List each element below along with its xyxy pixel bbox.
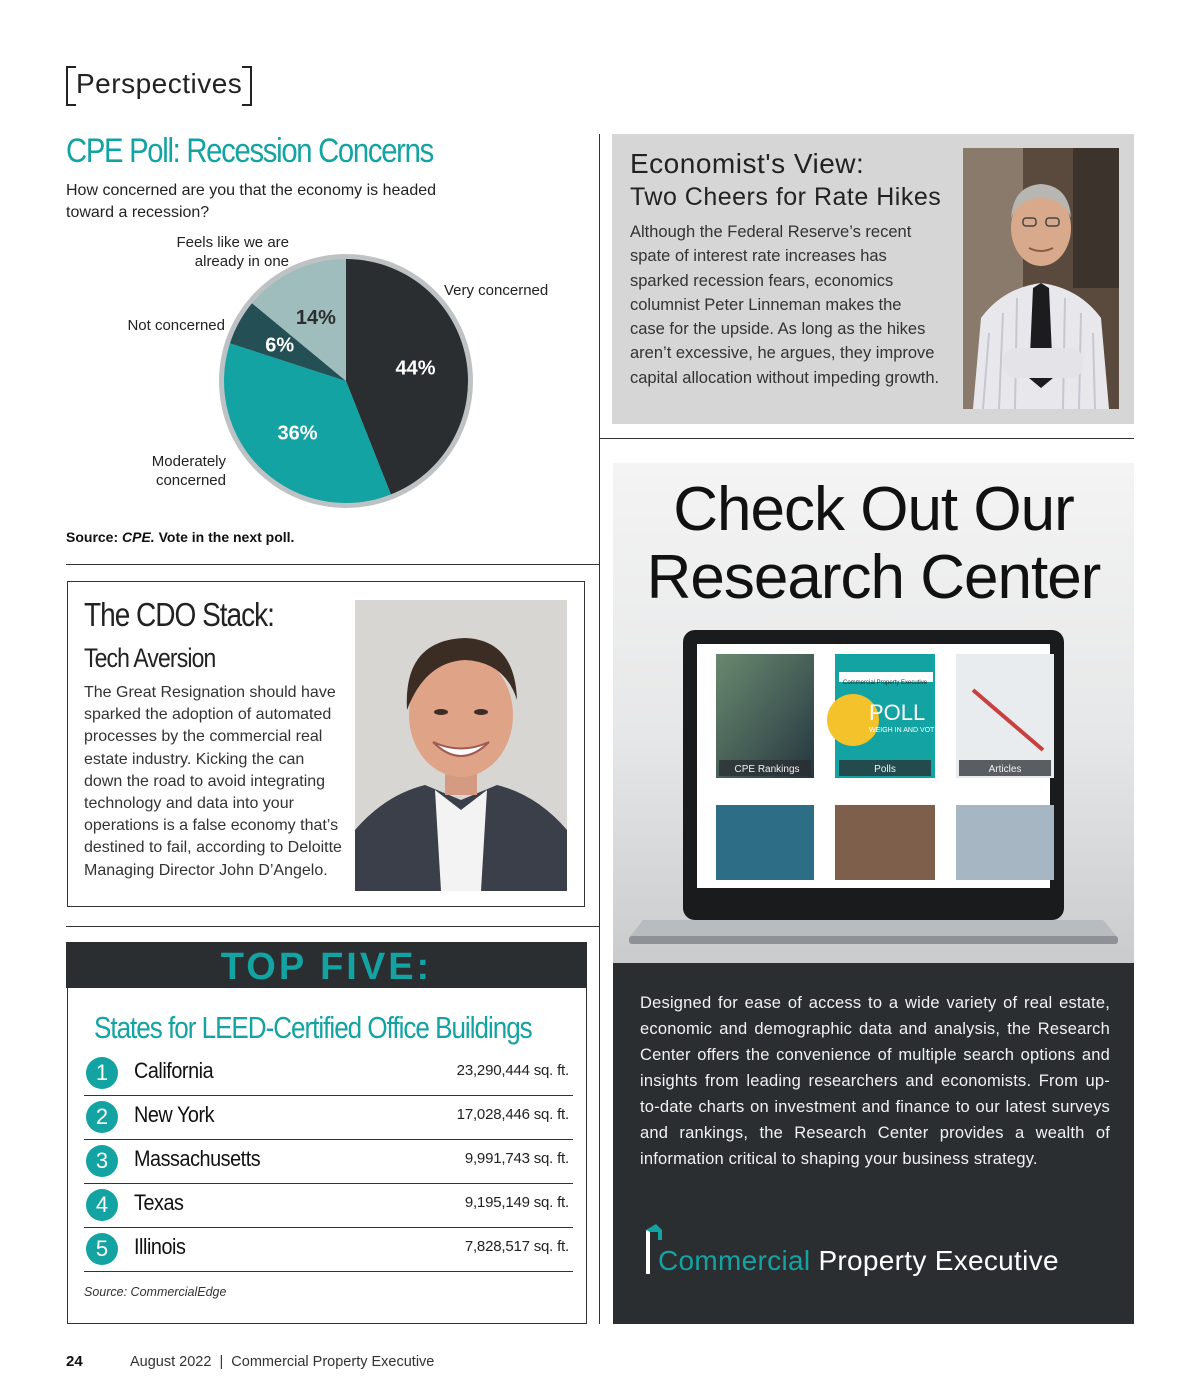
economist-body: Although the Federal Reserve’s recent spate of interest rate increases has sparked recession fears, economics columnist Peter Linneman makes the case for the upside. As long as the hikes aren’t excessive, he argues, they improve capital allocation without impeding growth. — [630, 223, 940, 387]
top-five-subtitle: States for LEED-Certified Office Buildings — [94, 1010, 532, 1045]
rank-state: Illinois — [134, 1234, 186, 1259]
top-five-source: Source: CommercialEdge — [84, 1285, 227, 1299]
rank-badge: 4 — [86, 1189, 118, 1221]
poll-tile-brand: Commercial Property Executive — [843, 680, 928, 686]
cpe-logo-wordmark: Commercial Property Executive — [658, 1245, 1059, 1276]
ad-headline-line2: Research Center — [646, 543, 1101, 612]
rank-badge: 5 — [86, 1233, 118, 1265]
rank-row — [84, 1096, 573, 1140]
screen-tile-label: CPE Rankings — [734, 764, 800, 775]
divider-economist — [600, 438, 1134, 439]
rank-badge: 3 — [86, 1145, 118, 1177]
cdo-body: The Great Resignation should have sparked the adoption of automated processes by the commercial real estate industry. Kicking the can down the road to avoid integrating technology and data into your operations is a false economy that’s destined to fail, according to Deloitte Managing Director John D’Angelo. — [84, 684, 342, 879]
top-five-header: TOP FIVE: — [220, 946, 433, 988]
rank-row — [84, 1140, 573, 1184]
pie-category-label: Very concerned — [444, 282, 549, 299]
poll-tile-word: POLL — [869, 700, 926, 725]
economist-portrait-photo — [963, 148, 1119, 409]
section-tag-label: Perspectives — [76, 68, 243, 99]
rank-badge: 1 — [86, 1057, 118, 1089]
poll-pie-chart — [100, 228, 560, 518]
rank-row — [84, 1228, 573, 1272]
cdo-subtitle: Tech Aversion — [84, 643, 216, 673]
pie-percent-label: 36% — [277, 422, 318, 445]
pie-percent-label: 6% — [265, 334, 295, 357]
rank-state: New York — [134, 1102, 215, 1127]
poll-question: How concerned are you that the economy is headed toward a recession? — [66, 182, 437, 221]
section-tag — [66, 66, 252, 102]
column-divider — [599, 134, 600, 1324]
rank-state: California — [134, 1058, 214, 1083]
rank-badge: 2 — [86, 1101, 118, 1133]
pie-category-label: already in one — [194, 253, 289, 270]
rank-state: Massachusetts — [134, 1146, 261, 1171]
divider-cdo — [66, 926, 600, 927]
page-number: 24 — [66, 1353, 83, 1370]
ad-headline-line1: Check Out Our — [673, 475, 1074, 544]
rank-row — [84, 1052, 573, 1096]
laptop-illustration — [613, 620, 1134, 963]
footer-publication: August 2022 | Commercial Property Executive — [130, 1354, 435, 1370]
rank-value: 9,991,743 sq. ft. — [464, 1150, 569, 1167]
pie-percent-label: 14% — [295, 306, 336, 329]
screen-tile-label: Polls — [874, 764, 896, 775]
pie-percent-label: 44% — [395, 357, 436, 380]
rank-value: 23,290,444 sq. ft. — [456, 1062, 569, 1079]
screen-tile-label: Articles — [988, 764, 1022, 775]
rank-value: 9,195,149 sq. ft. — [464, 1194, 569, 1211]
rank-state: Texas — [134, 1190, 184, 1215]
rank-row — [84, 1184, 573, 1228]
pie-category-label: Not concerned — [127, 317, 225, 334]
pie-category-label: Feels like we are — [176, 234, 289, 251]
poll-title: CPE Poll: Recession Concerns — [66, 132, 433, 170]
divider-poll — [66, 564, 600, 565]
cdo-portrait-photo — [355, 600, 567, 891]
economist-title: Economist's View: — [630, 148, 865, 179]
pie-category-label: Moderately — [151, 453, 226, 470]
rank-value: 17,028,446 sq. ft. — [456, 1106, 569, 1123]
poll-tile-tag: WEIGH IN AND VOTE — [869, 727, 940, 734]
poll-source: Source: CPE. Vote in the next poll. — [66, 529, 295, 545]
cdo-title: The CDO Stack: — [84, 596, 274, 633]
ad-headline — [613, 476, 1134, 612]
ad-body: Designed for ease of access to a wide variety of real estate, economic and demographic data and analysis, the Research Center offers the convenience of multiple search options and insights from leading researchers and economists. From up-to-date charts on investment and finance to our latest surveys and rankings, the Research Center provides a wealth of information critical to shaping your business strategy. — [640, 994, 1110, 1168]
economist-subtitle: Two Cheers for Rate Hikes — [630, 183, 942, 211]
rank-value: 7,828,517 sq. ft. — [464, 1238, 569, 1255]
pie-category-label: concerned — [155, 472, 226, 489]
